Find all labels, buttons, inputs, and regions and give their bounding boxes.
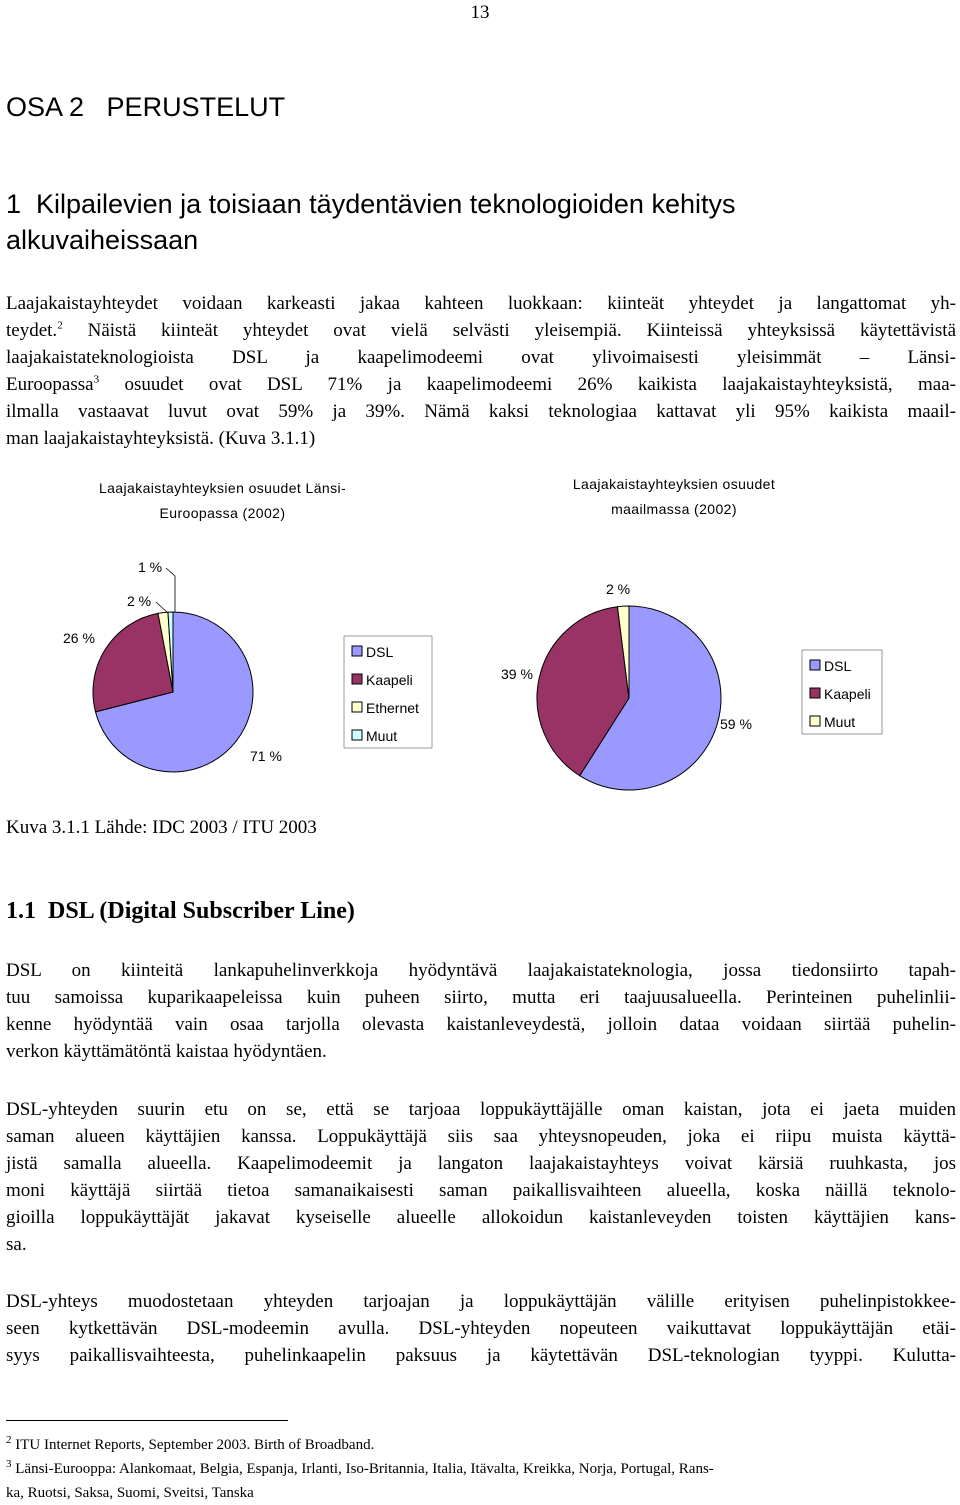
footnote-number: 2 [6,1434,12,1446]
paragraph-line: DSL on kiinteitä lankapuhelinverkkoja hyödyntävä laajakaistateknologia, jossa tiedonsiirto tapah- [6,960,956,981]
paragraph-line: moni käyttäjä siirtää tietoa samanaikaisesti saman paikallisvaihteen alueella, koska näillä teknolo- [6,1180,956,1201]
pie-data-label: 59 % [720,716,752,732]
intro-line [6,371,956,398]
legend-swatch [810,716,820,726]
intro-line: laajakaistateknologioista DSL ja kaapelimodeemi ovat ylivoimaisesti yleisimmät – Länsi- [6,347,956,368]
intro-text: Näistä kiinteät yhteydet ovat vielä selvästi yleisempiä. Kiinteissä yhteyksissä käytettävistä [62,320,956,341]
legend-label: Ethernet [366,700,419,716]
legend-swatch [352,702,362,712]
legend-swatch [810,660,820,670]
paragraph-line: verkon käyttämätöntä kaistaa hyödyntäen. [6,1041,327,1062]
footnote-text: ITU Internet Reports, September 2003. Birth of Broadband. [11,1437,375,1453]
pie-data-label: 71 % [250,748,282,764]
paragraph-line: saman alueen käyttäjien kanssa. Loppukäyttäjä siis saa yhteysnopeuden, joka ei riipu muista käyttä- [6,1126,956,1147]
chart-west-europe-title [60,476,385,526]
pie-data-label: 39 % [501,666,533,682]
section-heading: OSA 2 PERUSTELUT [6,92,286,122]
footnote-2 [6,1433,956,1457]
intro-text: Euroopassa [6,374,94,395]
legend-label: DSL [366,644,394,660]
intro-text: osuudet ovat DSL 71% ja kaapelimodeemi 26% kaikista laajakaistayhteyksistä, maa- [99,374,956,395]
dsl-paragraph-2 [6,1096,956,1258]
pie-data-label: 2 % [606,581,631,597]
intro-line: man laajakaistayhteyksistä. (Kuva 3.1.1) [6,428,316,449]
legend-label: Kaapeli [366,672,413,688]
legend-label: Muut [366,728,398,744]
subsection-heading: 1.1 DSL (Digital Subscriber Line) [6,898,355,924]
paragraph-line: DSL-yhteyden suurin etu on se, että se tarjoaa loppukäyttäjälle oman kaistan, jota ei jaeta muiden [6,1099,956,1120]
footnote-text: Länsi-Eurooppa: Alankomaat, Belgia, Espanja, Irlanti, Iso-Britannia, Italia, Itävalta, Kreikka, Norja, Portugal, Rans- [11,1461,714,1477]
paragraph-line: syys paikallisvaihteesta, puhelinkaapelin paksuus ja käytettävän DSL-teknologian tyyppi. Kulutta- [6,1345,956,1366]
intro-paragraph [6,290,956,452]
chart-title-line: maailmassa (2002) [611,501,737,517]
paragraph-line: DSL-yhteys muodostetaan yhteyden tarjoajan ja loppukäyttäjän välille erityisen puhelinpistokkee- [6,1291,956,1312]
footnote-ref-2: 2 [57,319,63,332]
footnote-ref-3: 3 [93,373,100,386]
legend-swatch [352,674,362,684]
paragraph-line: jistä samalla alueella. Kaapelimodeemit ja langaton laajakaistayhteys voivat kärsiä ruuhkasta, jos [6,1153,956,1174]
paragraph-line: seen kytkettävän DSL-modeemin avulla. DSL-yhteyden nopeuteen vaikuttavat loppukäyttäjän etäi- [6,1318,956,1339]
chart-title-line: Laajakaistayhteyksien osuudet [572,476,776,492]
legend-label: Kaapeli [824,686,871,702]
footnote-3 [6,1457,956,1481]
legend-swatch [352,730,362,740]
pie-data-label: 2 % [127,593,152,609]
chart-world-title [536,472,812,522]
legend-label: Muut [824,714,856,730]
figure-caption: Kuva 3.1.1 Lähde: IDC 2003 / ITU 2003 [6,817,317,838]
chapter-heading [6,186,956,258]
footnote-divider [6,1420,288,1421]
pie-data-label: 26 % [63,630,95,646]
legend-swatch [810,688,820,698]
paragraph-line: sa. [6,1234,27,1255]
intro-line [6,317,956,344]
chart-title-line: Euroopassa (2002) [159,505,286,521]
pie-data-label: 1 % [138,559,163,575]
dsl-paragraph-3 [6,1288,956,1369]
pie-charts [0,540,960,800]
footnotes [6,1433,956,1505]
paragraph-line: kenne hyödyntää vain osaa tarjolla olevasta kaistanleveydestä, jolloin dataa voidaan siirtää puhelin- [6,1014,956,1035]
legend-label: DSL [824,658,852,674]
paragraph-line: tuu samoissa kuparikaapeleissa kuin puheen siirto, mutta eri taajuusalueella. Perinteinen puhelinlii- [6,987,956,1008]
intro-text: teydet. [6,320,58,341]
footnote-3-continued: ka, Ruotsi, Saksa, Suomi, Sveitsi, Tanska [6,1485,254,1501]
intro-line: ilmalla vastaavat luvut ovat 59% ja 39%. Nämä kaksi teknologiaa kattavat yli 95% kaikista maail- [6,401,956,422]
legend-swatch [352,646,362,656]
dsl-paragraph-1 [6,957,956,1065]
paragraph-line: gioilla loppukäyttäjät jakavat kyseiselle alueelle allokoidun kaistanleveyden toisten käyttäjien kans- [6,1207,956,1228]
chapter-heading-line2: alkuvaiheissaan [6,225,199,255]
page-number: 13 [470,2,490,23]
intro-line: Laajakaistayhteydet voidaan karkeasti jakaa kahteen luokkaan: kiinteät yhteydet ja langattomat yh- [6,293,956,314]
chart-title-line: Laajakaistayhteyksien osuudet Länsi- [98,480,347,496]
leader-line [166,568,175,612]
footnote-number: 3 [6,1458,12,1470]
chapter-heading-line1: 1 Kilpailevien ja toisiaan täydentävien teknologioiden kehitys [6,189,736,219]
